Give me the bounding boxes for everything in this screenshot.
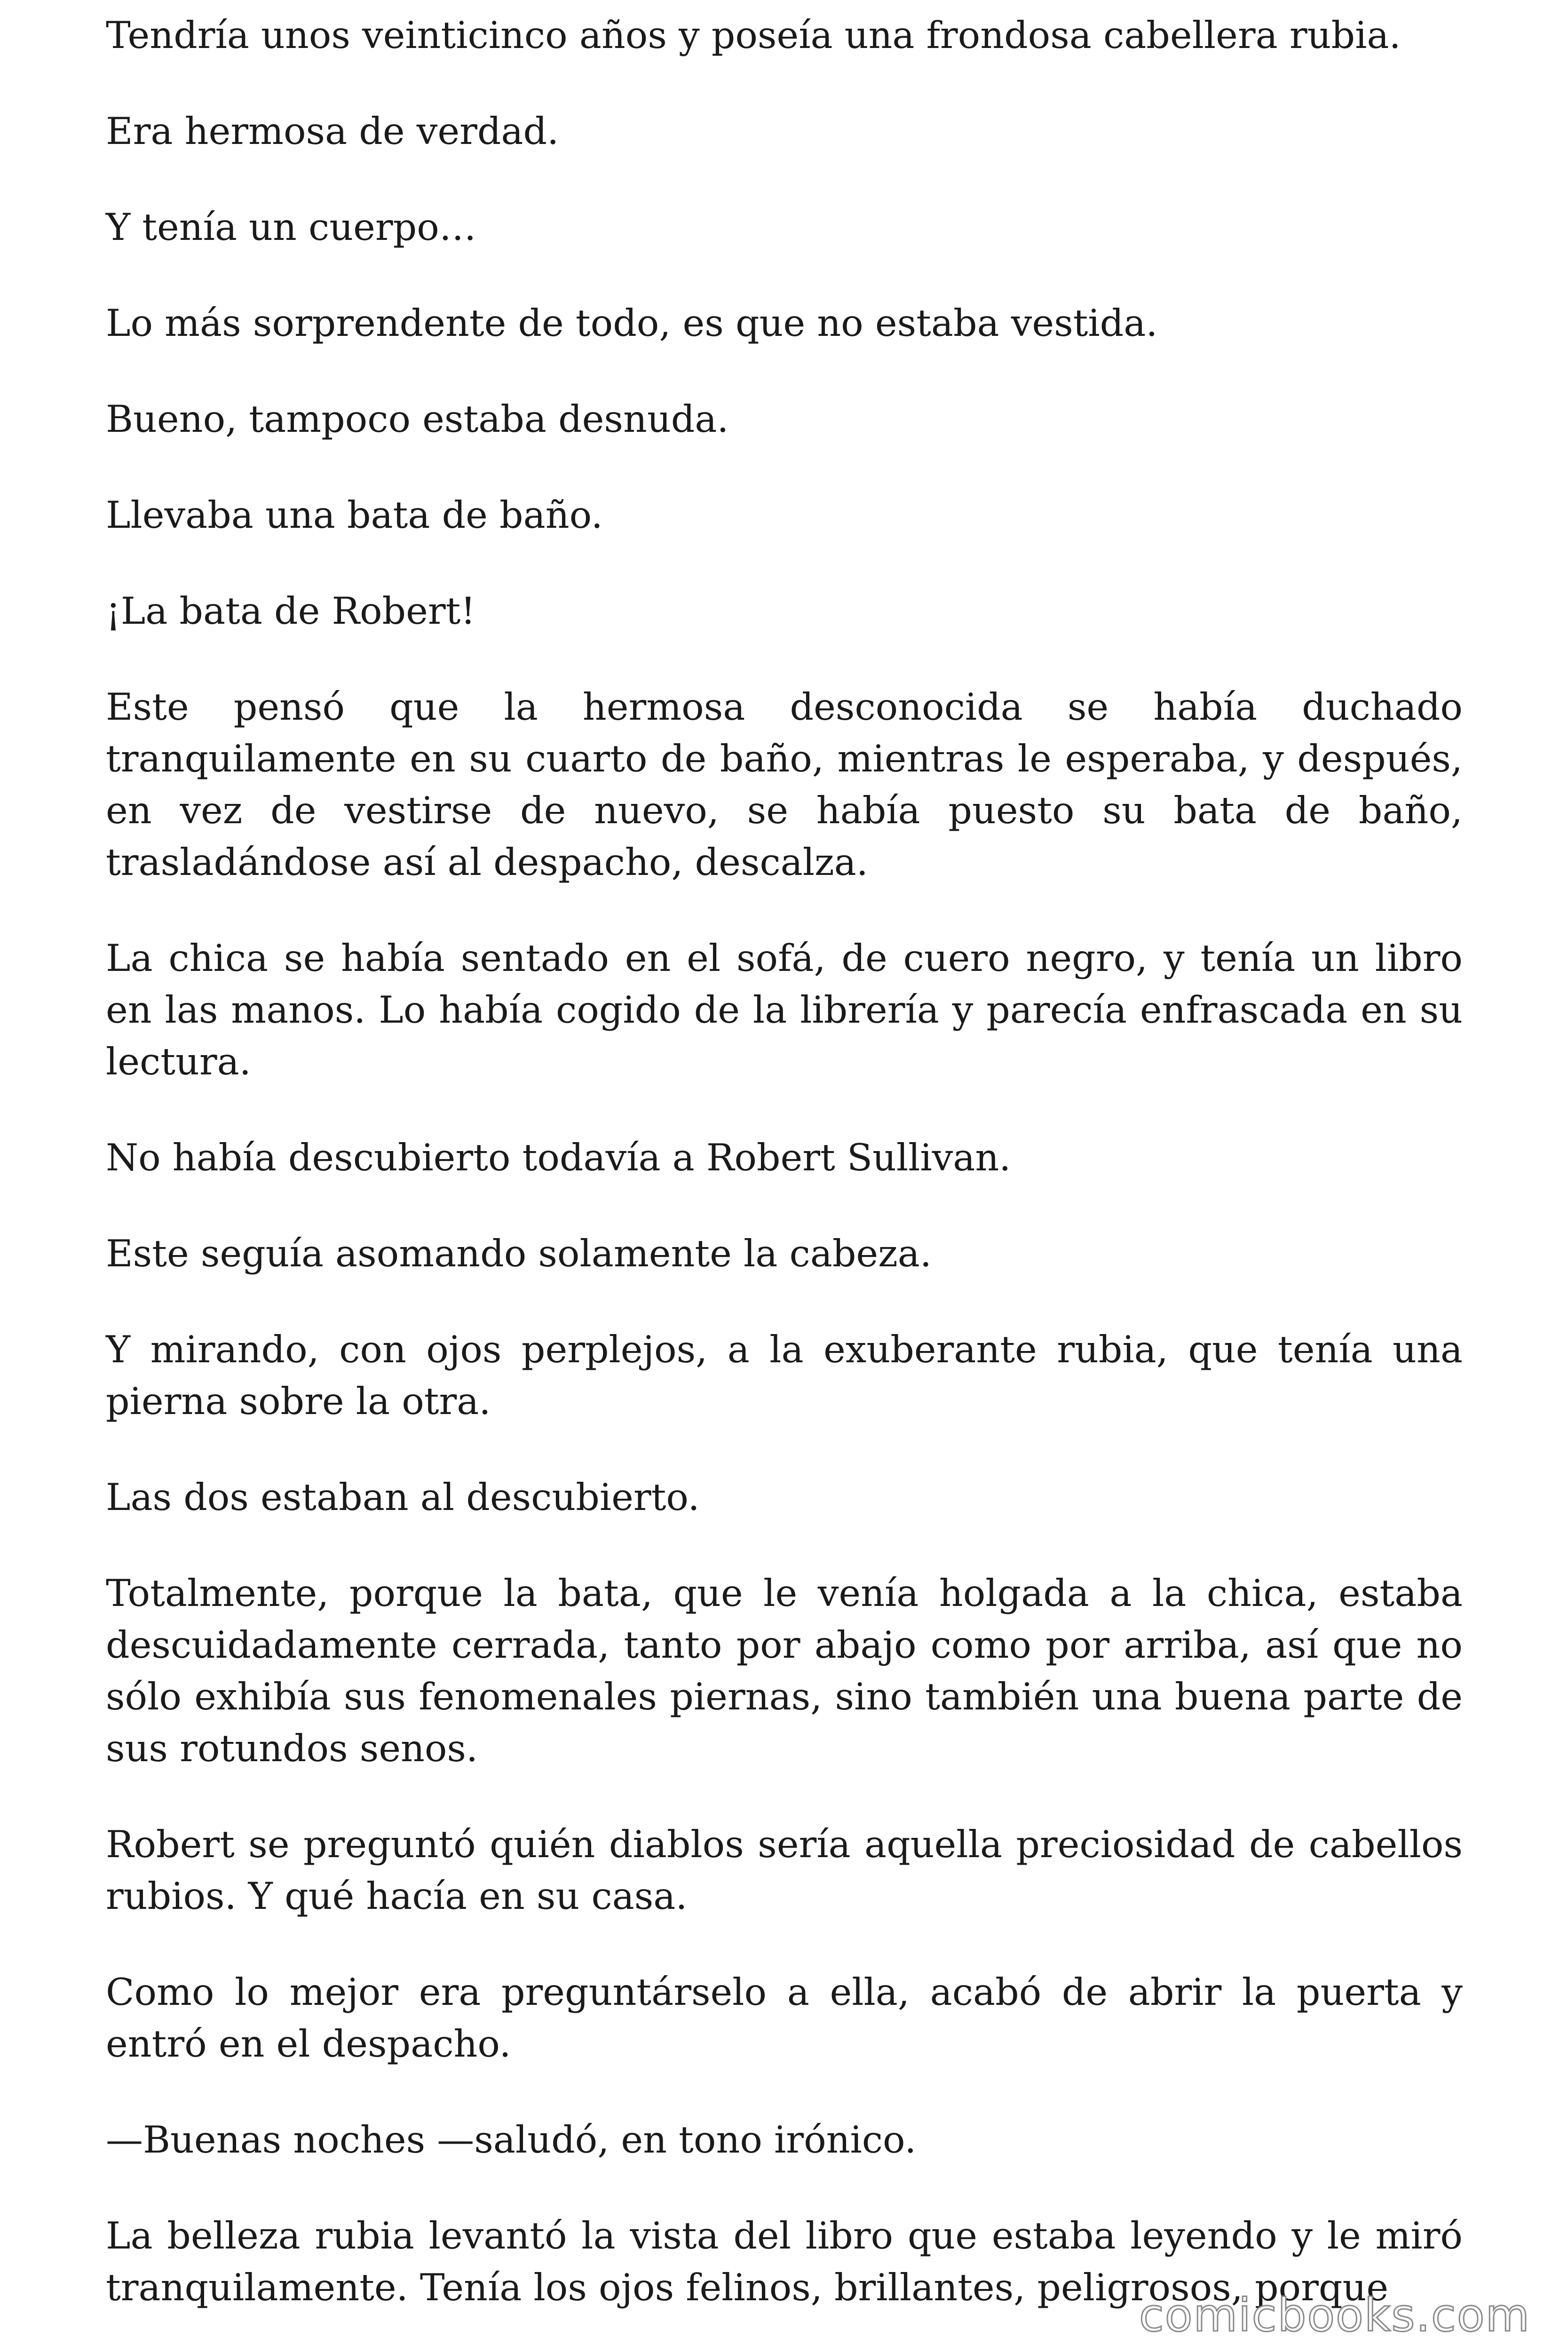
paragraph: La belleza rubia levantó la vista del libro que estaba leyendo y le miró tranquilamente. Tenía los ojos felinos, brillantes, peligrosos, porque (106, 2214, 1463, 2309)
paragraph: Este pensó que la hermosa desconocida se había duchado tranquilamente en su cuarto de baño, mientras le esperaba, y después, en vez de vestirse de nuevo, se había puesto su bata de baño, trasladándose así al despacho, descalza. (106, 685, 1463, 884)
paragraph: Tendría unos veinticinco años y poseía una frondosa cabellera rubia. (106, 14, 1401, 57)
paragraph: ¡La bata de Robert! (106, 589, 476, 633)
paragraph: Llevaba una bata de baño. (106, 493, 603, 537)
paragraph: No había descubierto todavía a Robert Sullivan. (106, 1136, 1011, 1179)
paragraph: Y tenía un cuerpo… (106, 206, 476, 249)
paragraph: Este seguía asomando solamente la cabeza. (106, 1232, 932, 1275)
paragraph: Como lo mejor era preguntárselo a ella, acabó de abrir la puerta y entró en el despacho. (106, 1971, 1463, 2066)
paragraph: La chica se había sentado en el sofá, de cuero negro, y tenía un libro en las manos. Lo había cogido de la librería y parecía enfrascada en su lectura. (106, 937, 1463, 1083)
paragraph: Totalmente, porque la bata, que le venía holgada a la chica, estaba descuidadamente cerrada, tanto por abajo como por arriba, así que no sólo exhibía sus fenomenales piernas, sino también una buena parte de sus rotundos senos. (106, 1572, 1463, 1770)
paragraph: Las dos estaban al descubierto. (106, 1476, 700, 1519)
paragraph: Y mirando, con ojos perplejos, a la exuberante rubia, que tenía una pierna sobre la otra. (106, 1328, 1463, 1423)
watermark: comicbooks.com (1139, 2289, 1530, 2342)
paragraph: Bueno, tampoco estaba desnuda. (106, 397, 729, 441)
paragraph: —Buenas noches —saludó, en tono irónico. (106, 2118, 917, 2161)
paragraph: Robert se preguntó quién diablos sería aquella preciosidad de cabellos rubios. Y qué hacía en su casa. (106, 1823, 1463, 1918)
paragraph: Lo más sorprendente de todo, es que no estaba vestida. (106, 302, 1158, 345)
text-column (106, 9, 1463, 2352)
paragraph: Era hermosa de verdad. (106, 110, 559, 153)
